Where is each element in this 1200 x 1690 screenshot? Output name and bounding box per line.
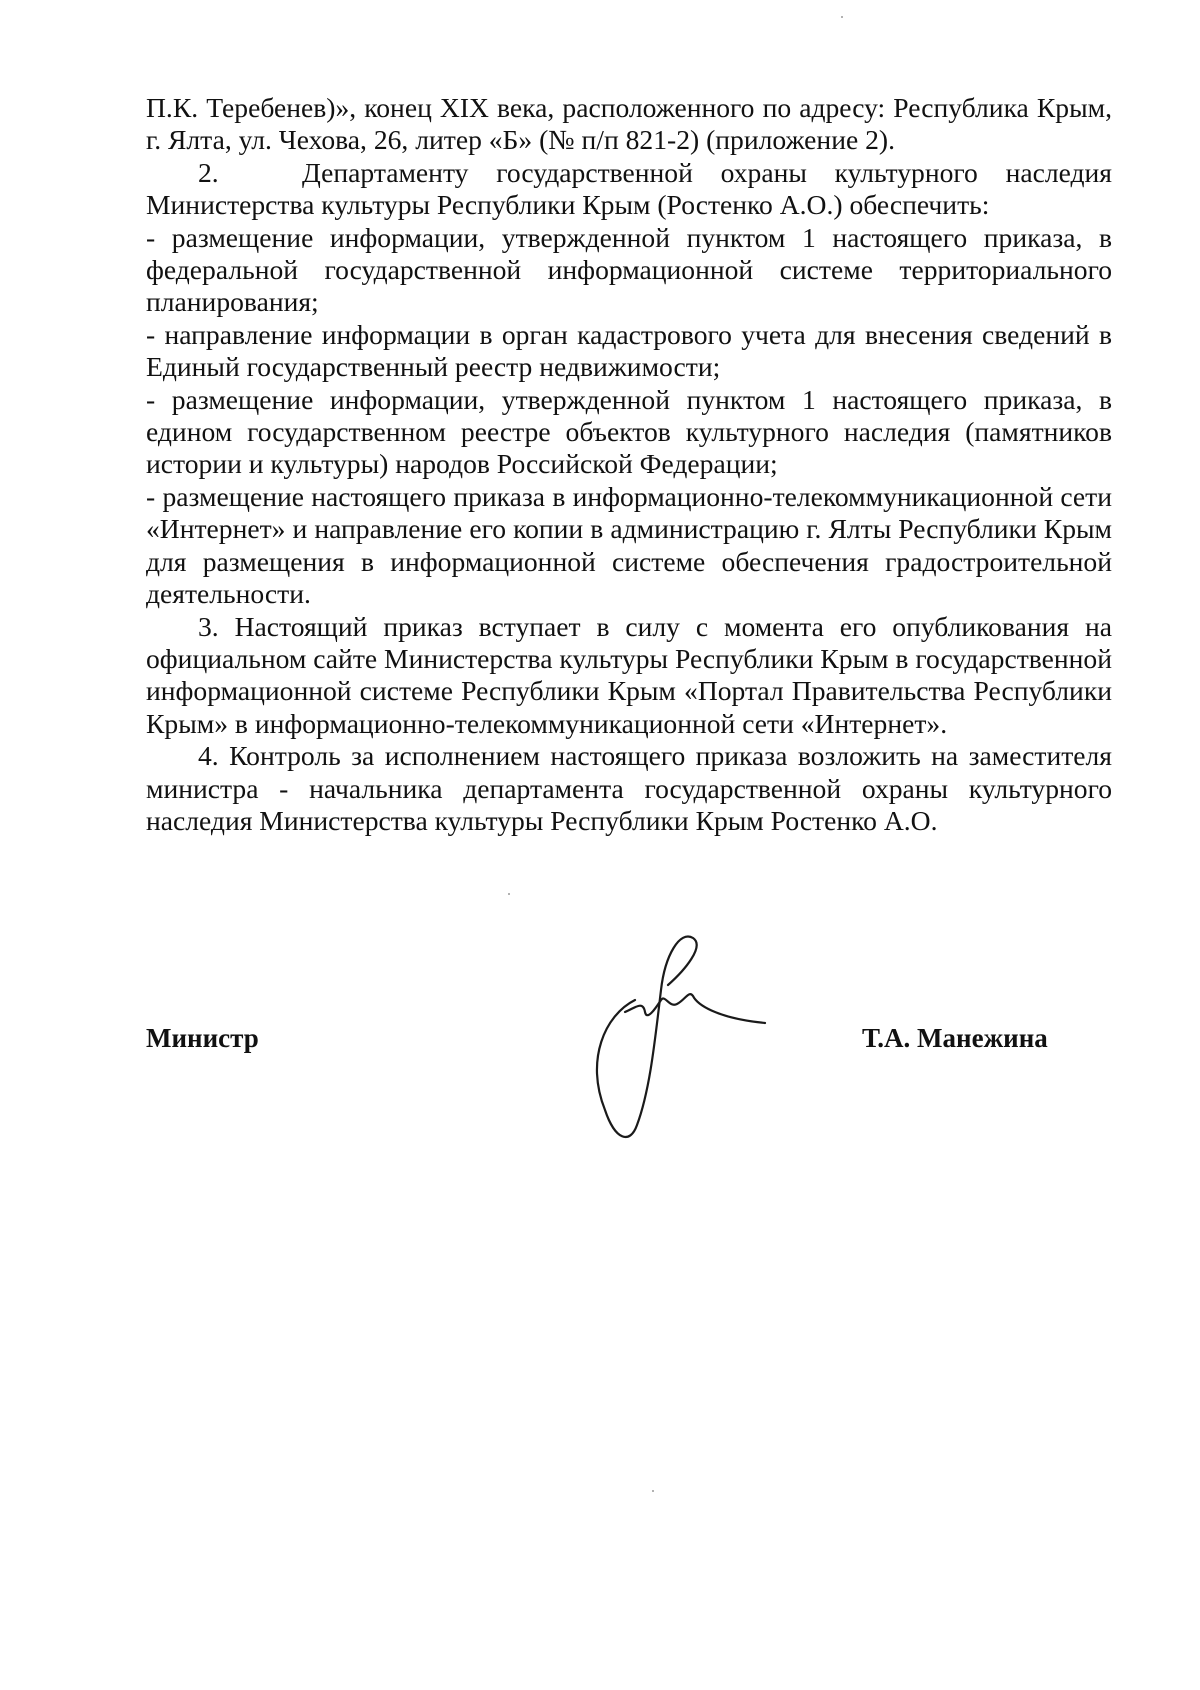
paragraph-item-3: 3. Настоящий приказ вступает в силу с момента его опубликования на официальном сайте Министерства культуры Республики Крым в государственной информационной системе Республики Крым «Портал Правительства Республики Крым» в информационно-телекоммуникационной сети «Интернет». [146, 610, 1112, 739]
document-body [146, 92, 1112, 837]
paragraph-bullet-4: - размещение настоящего приказа в информационно-телекоммуникационной сети «Интернет» и направление его копии в администрацию г. Ялты Республики Крым для размещения в информационной системе обеспечения градостроительной деятельности. [146, 480, 1112, 610]
paragraph-item-4: 4. Контроль за исполнением настоящего приказа возложить на заместителя министра - начальника департамента государственной охраны культурного наследия Министерства культуры Республики Крым Ростенко А.О. [146, 740, 1112, 836]
handwritten-signature [565, 930, 785, 1150]
paragraph-bullet-2: - направление информации в орган кадастрового учета для внесения сведений в Единый государственный реестр недвижимости; [146, 318, 1112, 383]
signature-stroke-cross [625, 994, 765, 1023]
paragraph-continuation: П.К. Теребенев)», конец XIX века, расположенного по адресу: Республика Крым, г. Ялта, ул. Чехова, 26, литер «Б» (№ п/п 821-2) (приложение 2). [146, 92, 1112, 156]
paragraph-bullet-1: - размещение информации, утвержденной пунктом 1 настоящего приказа, в федеральной государственной информационной системе территориального планирования; [146, 221, 1112, 318]
signature-stroke-loop [597, 937, 697, 1137]
scan-speck [508, 893, 510, 895]
signatory-name: Т.А. Манежина [862, 1023, 1048, 1053]
paragraph-item-2: 2. Департаменту государственной охраны культурного наследия Министерства культуры Республики Крым (Ростенко А.О.) обеспечить: [146, 156, 1112, 221]
paragraph-bullet-3: - размещение информации, утвержденной пунктом 1 настоящего приказа, в едином государственном реестре объектов культурного наследия (памятников истории и культуры) народов Российской Федерации; [146, 383, 1112, 480]
signatory-title: Министр [146, 1023, 259, 1053]
scan-speck [841, 16, 843, 18]
scan-speck [652, 1490, 654, 1492]
